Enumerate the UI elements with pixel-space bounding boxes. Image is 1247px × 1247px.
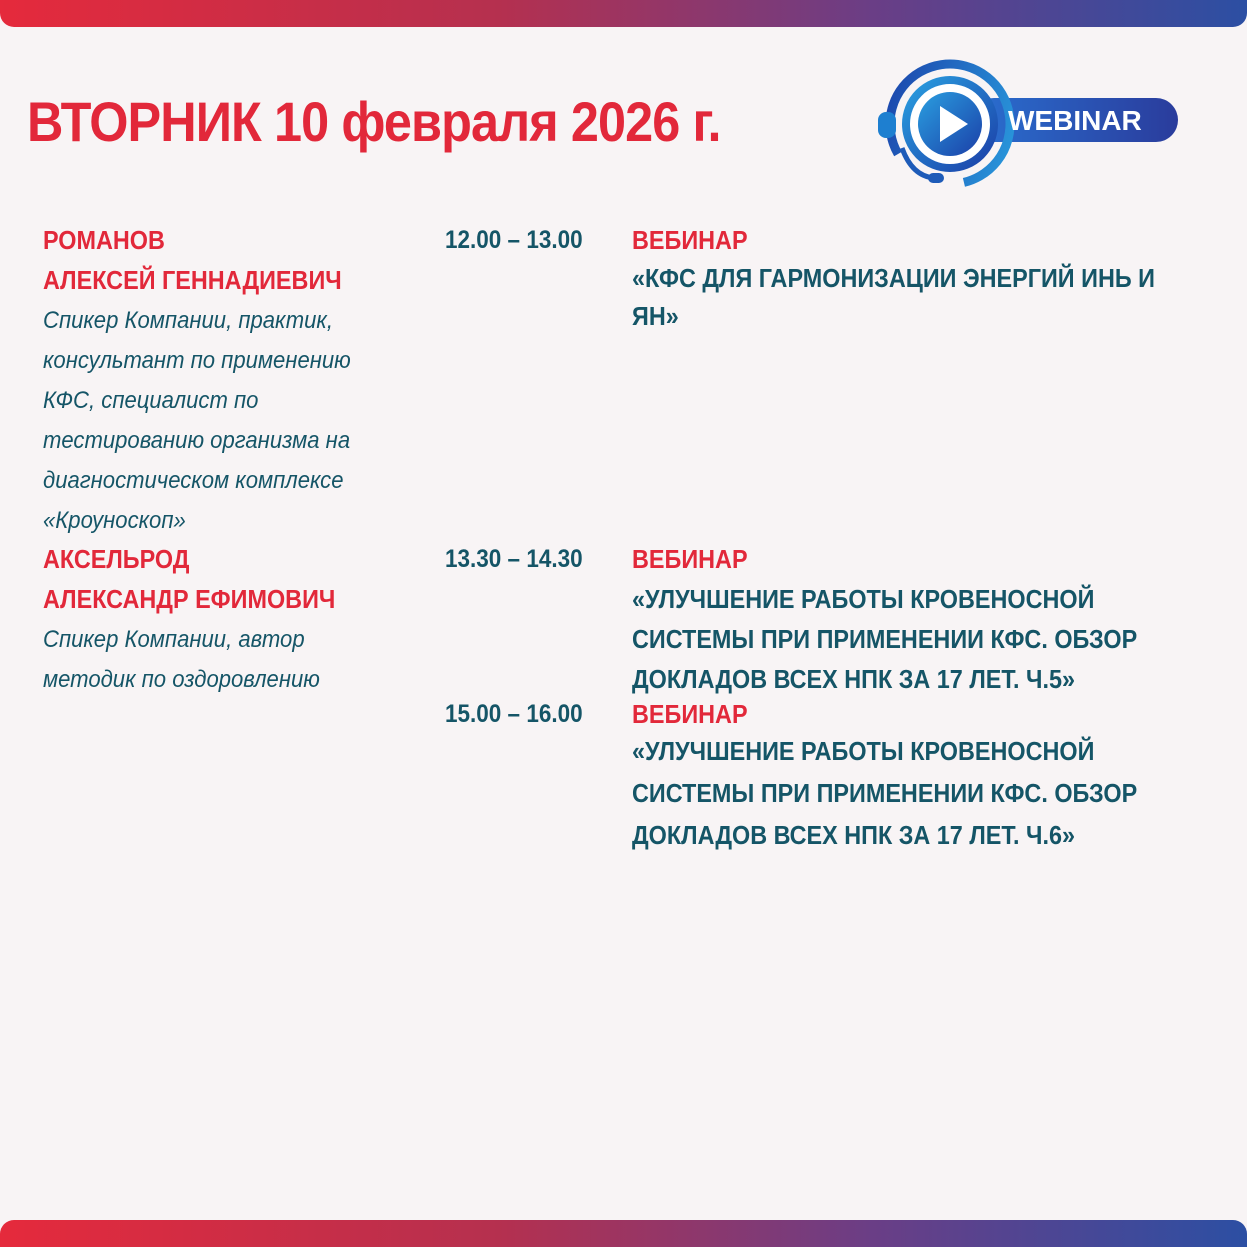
description-line: Спикер Компании, автор [43, 626, 305, 653]
description-line: КФС, специалист по [43, 387, 259, 414]
description-line: «Кроуноскоп» [43, 507, 186, 534]
event-time-2 [445, 539, 615, 579]
speaker-name: АЛЕКСАНДР ЕФИМОВИЧ [43, 584, 336, 614]
description-line: Спикер Компании, практик, [43, 307, 333, 334]
speaker-name: АЛЕКСЕЙ ГЕННАДИЕВИЧ [43, 265, 342, 295]
event-title-line: ДОКЛАДОВ ВСЕХ НПК ЗА 17 ЛЕТ. Ч.5» [632, 664, 1075, 694]
event-time-1 [445, 220, 615, 260]
bottom-gradient-bar [0, 1220, 1247, 1247]
time-range: 15.00 – 16.00 [445, 700, 583, 728]
event-block-3 [632, 694, 1192, 856]
event-label: ВЕБИНАР [632, 225, 748, 255]
event-title-line: ДОКЛАДОВ ВСЕХ НПК ЗА 17 ЛЕТ. Ч.6» [632, 820, 1075, 850]
event-title-line: ЯН» [632, 301, 679, 331]
speaker-block-1 [43, 220, 403, 541]
event-block-1 [632, 220, 1192, 336]
description-line: диагностическом комплексе [43, 467, 344, 494]
event-title [632, 730, 1181, 856]
event-title [632, 579, 1181, 699]
speaker-surname: РОМАНОВ [43, 225, 165, 255]
time-range: 13.30 – 14.30 [445, 545, 583, 573]
speaker-description [43, 301, 402, 541]
event-title-line: СИСТЕМЫ ПРИ ПРИМЕНЕНИИ КФС. ОБЗОР [632, 778, 1138, 808]
speaker-description [43, 620, 402, 700]
description-line: методик по оздоровлению [43, 666, 320, 693]
event-title [632, 260, 1181, 336]
speaker-surname: АКСЕЛЬРОД [43, 544, 190, 574]
event-time-3 [445, 694, 615, 734]
page-title: ВТОРНИК 10 февраля 2026 г. [27, 90, 721, 153]
speaker-block-2 [43, 539, 403, 700]
event-label: ВЕБИНАР [632, 699, 748, 729]
description-line: тестированию организма на [43, 427, 351, 454]
event-title-line: СИСТЕМЫ ПРИ ПРИМЕНЕНИИ КФС. ОБЗОР [632, 624, 1138, 654]
webinar-logo [872, 58, 1182, 192]
time-range: 12.00 – 13.00 [445, 226, 583, 254]
event-title-line: «КФС ДЛЯ ГАРМОНИЗАЦИИ ЭНЕРГИЙ ИНЬ И [632, 263, 1155, 293]
logo-text: WEBINAR [1008, 105, 1142, 136]
event-block-2 [632, 539, 1192, 699]
description-line: консультант по применению [43, 347, 351, 374]
event-label: ВЕБИНАР [632, 544, 748, 574]
event-title-line: «УЛУЧШЕНИЕ РАБОТЫ КРОВЕНОСНОЙ [632, 584, 1095, 614]
top-gradient-bar [0, 0, 1247, 27]
event-title-line: «УЛУЧШЕНИЕ РАБОТЫ КРОВЕНОСНОЙ [632, 736, 1095, 766]
